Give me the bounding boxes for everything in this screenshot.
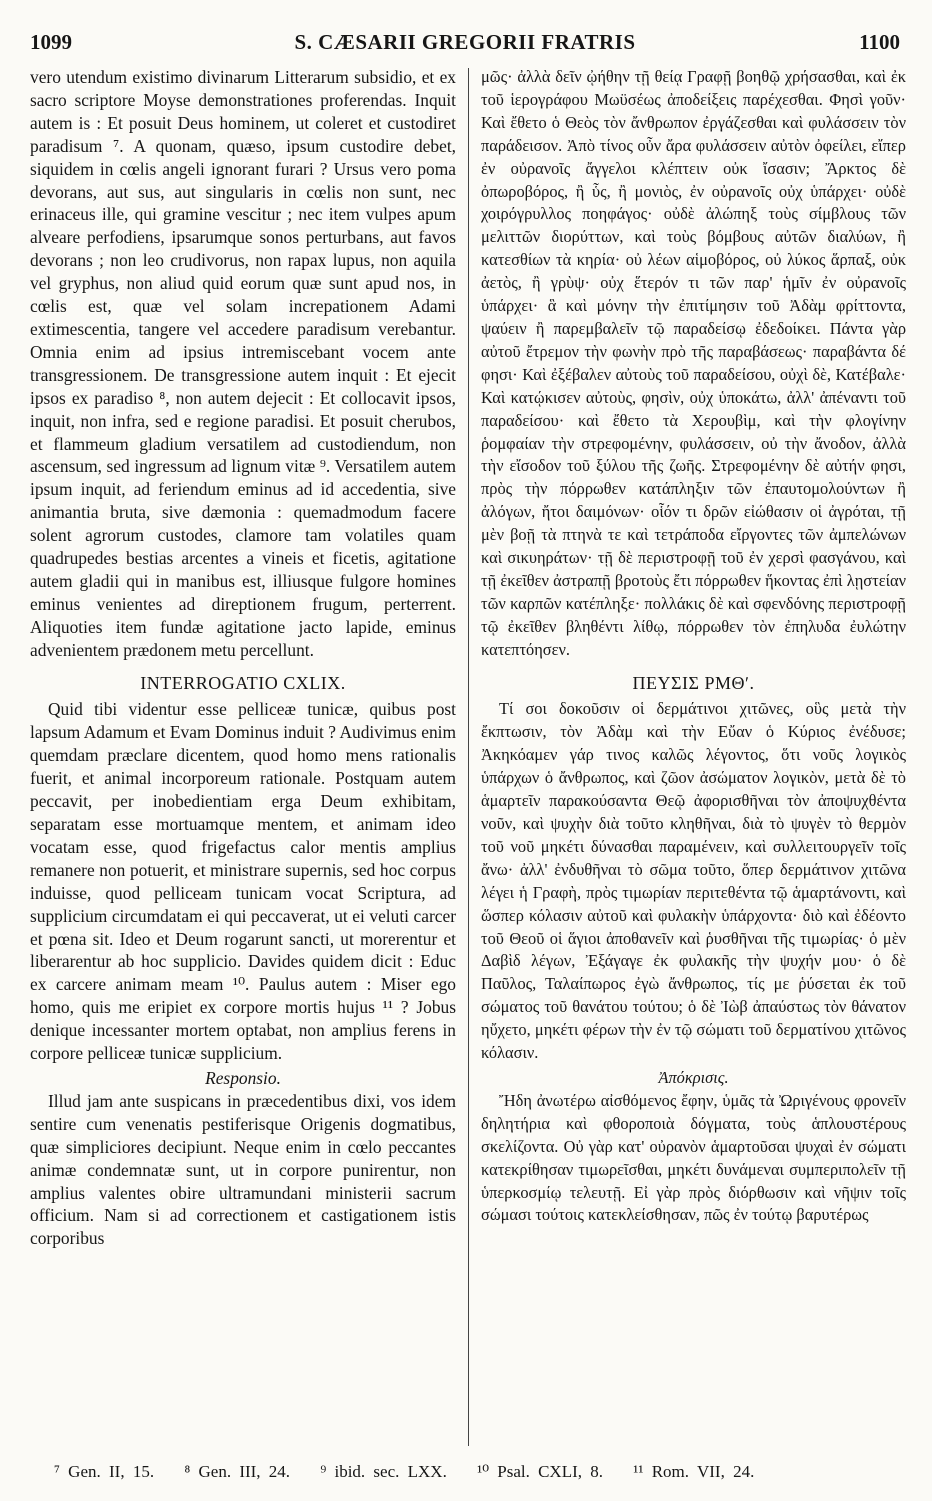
latin-section-heading: INTERROGATIO CXLIX. bbox=[140, 672, 346, 693]
footnote-9: ⁹ ibid. sec. LXX. bbox=[320, 1462, 447, 1481]
running-title: S. CÆSARII GREGORII FRATRIS bbox=[294, 30, 636, 54]
greek-paragraph-2: Τί σοι δοκοῦσιν οἱ δερμάτινοι χιτῶνες, οὓς μετὰ τὴν ἔκπτωσιν, τὸν Ἀδὰμ καὶ τὴν Εὔαν ὁ Κύριος ἐνέδυσε; Ἀκηκόαμεν γάρ τινος καλῶς λέγοντος, ὅτι νοῦς λογικὸς ὑπάρχων ὁ ἄνθρωπος, καὶ ζῶον ἀσώματον λογικὸν, μετὰ δὲ τὸ ἁμαρτεῖν παρακούσαντα Θεῷ ἀφορισθῆναι τὸν ἀποψυχθέντα νοῦν, καὶ ψυχὴν διὰ τοῦτο κληθῆναι, διὰ τὸ ψυγὲν τὸ θερμὸν τοῦ νοῦ μηκέτι δύνασθαι παραμένειν, καὶ συλλειτουργεῖν τοῖς ἄνω· ἀλλ' ἐνδυθῆναι τὸ σῶμα τοῦτο, ὅπερ δερμάτινον χιτῶνα λέγει ἡ Γραφὴ, πρὸς τιμωρίαν περιτεθέντα τῷ ἁμαρτάνοντι, καὶ ὥσπερ κόλασιν αὐτοῦ καὶ φυλακὴν ὑπάρχοντα· διὸ καὶ ἐδέοντο τοῦ Θεοῦ οἱ ἅγιοι ἀποθανεῖν καὶ ῥυσθῆναι τῆς τιμωρίας· ὁ μὲν Δαβὶδ λέγων, Ἐξάγαγε ἐκ φυλακῆς τὴν ψυχήν μου· ὁ δὲ Παῦλος, Ταλαίπωρος ἐγὼ ἄνθρωπος, τίς με ῥύσεται ἐκ τοῦ σώματος τοῦ θανάτου τούτου; ὁ δὲ Ἰὼβ ἀπαύστως τὸν θάνατον ηὔχετο, μηκέτι φέρων τὴν ἐν τῷ σώματι τοῦ δερματίνου χιτῶνος κόλασιν. bbox=[481, 699, 906, 1063]
latin-paragraph-2: Quid tibi videntur esse pelliceæ tunicæ, quibus post lapsum Adamum et Evam Dominus induit ? Audivimus enim quemdam præclare dicentem, quod homo mens rationalis fuerit, et animal incorporeum rationale. Postquam autem peccavit, per inobedientiam erga Deum exhibitam, separatam esse mortuamque mentem, et animam ideo vocatam esse, quod frigefactus calor mentis amplius remanere non potuerit, et ministrare supernis, sed hoc corpus induisse, quod pelliceam tunicam vocat Scriptura, ad supplicium circumdatam ei qui peccaverat, ut ei veluti carcer et pœna sit. Ideo et Deum rogarunt sancti, ut morerentur et liberarentur ab hoc supplicio. Davides quidem dicit : Educ ex carcere animam meam ¹⁰. Paulus autem : Miser ego homo, quis me eripiet ex corpore mortis hujus ¹¹ ? Jobus denique incessanter mortem optabat, non amplius ferens in corpore pelliceæ tunicæ supplicium. bbox=[30, 699, 456, 1064]
latin-paragraph-1: vero utendum existimo divinarum Litterarum subsidio, et ex sacro scriptore Moyse demonstrationes proferendas. Inquit autem is : Et posuit Deus hominem, ut coleret et custodiret paradisum ⁷. A quonam, quæso, ipsum custodire debet, siquidem in cœlis angeli ignorant furari ? Ursus vero poma devorans, aut sus, aut singularis in cœlis non sunt, nec erinaceus ille, qui gramine vescitur ; nec item vulpes apum alveare perfodiens, ipsarumque sonos perturbans, aut favos devorans ; non leo crudivorus, non rapax lupus, non aquila vel gryphus, non aliud quid eorum quæ sunt apud nos, in cœlis est, quæ vel solam increpationem Adami extimescentia, tangere vel accedere paradisum verebantur. Omnia enim ad ipsius intremiscebant vocem ante transgressionem. De transgressione autem inquit : Et ejecit ipsos ex paradiso ⁸, non autem dejecit : Et collocavit ipsos, inquit, non infra, sed e regione paradisi. Et posuit cherubos, et flammeum gladium versatilem ad custodiendum, non ascensum, sed ingressum ad lignum vitæ ⁹. Versatilem autem ipsum inquit, ad feriendum eminus ad id accedentia, sive animantia bruta, sive dæmonia : quemadmodum facere solent agrorum custodes, clamore tam volatiles quam quadrupedes bestias arcentes a vineis et ficetis, agitatione autem gladii qui in manibus est, illiusque fulgore homines eminus venientes ad direptionem frugum, perterrent. Aliquoties item fundæ agitatione jacto lapide, eminus advenientem prædonem metu percellunt. bbox=[30, 67, 456, 660]
footnote-10: ¹⁰ Psal. CXLI, 8. bbox=[477, 1462, 604, 1481]
footnotes bbox=[54, 1462, 904, 1482]
latin-column bbox=[30, 66, 456, 1456]
footnote-7: ⁷ Gen. II, 15. bbox=[54, 1462, 155, 1481]
greek-section-heading: ΠΕΥΣΙΣ ΡΜΘʹ. bbox=[632, 672, 755, 693]
greek-paragraph-3: Ἤδη ἀνωτέρω αἰσθόμενος ἔφην, ὑμᾶς τὰ Ὠριγένους φρονεῖν δηλητήρια καὶ φθοροποιὰ δόγματα, τοὺς ἁπλουστέρους σκελίζοντα. Οὐ γὰρ κατ' οὐρανὸν ἁμαρτοῦσαι ψυχαὶ ἐν σώματι κατεκρίθησαν τιμωρεῖσθαι, μηκέτι δυνάμεναι συμπεριπολεῖν τῇ ὑπερκοσμίῳ τελευτῇ. Εἰ γὰρ πρὸς διόρθωσιν καὶ νῆψιν τοῖς σώμασι τούτοις κατεκλείσθησαν, πῶς ἐν τούτῳ βαρυτέρως bbox=[481, 1090, 906, 1225]
latin-responsio-heading: Responsio. bbox=[205, 1067, 281, 1088]
footnote-11: ¹¹ Rom. VII, 24. bbox=[633, 1462, 755, 1481]
footnote-8: ⁸ Gen. III, 24. bbox=[184, 1462, 291, 1481]
page-number-left: 1099 bbox=[30, 30, 72, 54]
greek-column bbox=[481, 66, 906, 1456]
page-number-right: 1100 bbox=[859, 30, 900, 54]
greek-responsio-heading: Ἀπόκρισις. bbox=[658, 1067, 729, 1087]
column-divider bbox=[468, 68, 469, 1446]
greek-paragraph-1: μῶς· ἀλλὰ δεῖν ᾠήθην τῇ θείᾳ Γραφῇ βοηθῷ χρήσασθαι, καὶ ἐκ τοῦ ἱερογράφου Μωϋσέως ἀποδείξεις παρέχεσθαι. Φησὶ γοῦν· Καὶ ἔθετο ὁ Θεὸς τὸν ἄνθρωπον ἐργάζεσθαι καὶ φυλάσσειν τὸν παράδεισον. Ἀπὸ τίνος οὖν ἄρα φυλάσσειν αὐτὸν ὀφείλει, εἴπερ ἐν οὐρανοῖς ἄγγελοι κλέπτειν οὐκ ἴσασιν; Ἄρκτος δὲ ὀπωροβόρος, ἢ ὗς, ἢ μονιὸς, ἐν οὐρανοῖς οὐχ ὑπάρχει· οὐδὲ χοιρόγρυλλος ποηφάγος· οὐδὲ ἀλώπηξ τοὺς σίμβλους τῶν μελιττῶν διορύττων, καὶ τοὺς βόμβους αὐτῶν διαλύων, ἢ κατεσθίων τὰ κηρία· οὐ λέων αἱμοβόρος, οὐ λύκος ἅρπαξ, οὐκ ἀετὸς, ἢ γρὺψ· οὐχ ἕτερόν τι τῶν παρ' ἡμῖν ἐν οὐρανοῖς ὑπάρχει· ἃ καὶ μόνην τὴν ἐπιτίμησιν τοῦ Ἀδὰμ φρίττοντα, ψαύειν ἢ παρεμβαλεῖν τῷ παραδείσῳ ἐδεδοίκει. Πάντα γὰρ αὐτοῦ ἔτρεμον τὴν φωνὴν πρὸ τῆς παραβάσεως· παραβάντα δέ φησι· Καὶ ἐξέβαλεν αὐτοὺς τοῦ παραδείσου, οὐχὶ δὲ, Κατέβαλε· Καὶ κατῴκισεν αὐτοὺς, φησὶν, οὐχ ὑποκάτω, ἀλλ' ἀπέναντι τοῦ παραδείσου· καὶ ἔθετο τὰ Χερουβὶμ, καὶ τὴν φλογίνην ῥομφαίαν τὴν στρεφομένην, φυλάσσειν, οὐ τὴν ἄνοδον, ἀλλὰ τὴν εἴσοδον τοῦ ξύλου τῆς ζωῆς. Στρεφομένην δὲ αὐτήν φησι, πρὸς τὴν πόρρωθεν κατάπληξιν τῶν ἐπαυτομολούντων ἢ ἀλόγων, ἤτοι δαιμόνων· οἷόν τι δρῶν εἰώθασιν οἱ ἀγρόται, τῇ μὲν βοῇ τὰ πτηνὰ τε καὶ τετράποδα εἴργοντες τῶν ἀμπελώνων καὶ σικυηράτων· τῇ δὲ περιστροφῇ τοῦ ἐν χερσὶ φασγάνου, καὶ τῇ ἐκεῖθεν ἀστραπῇ βροτοὺς ἔτι πόρρωθεν ἥκοντας ἐπὶ λῃστείαν τῶν καρπῶν κατέπληξε· πολλάκις δὲ καὶ σφενδόνης περιστροφῇ τῷ ἐκεῖθεν βληθέντι λίθῳ, πόρρωθεν τὸν ἐπηλυδα ἐυλώτην κατεπτόησεν. bbox=[481, 67, 906, 659]
page-header bbox=[30, 30, 900, 62]
latin-paragraph-3: Illud jam ante suspicans in præcedentibus dixi, vos idem sentire cum venenatis pestiferisque Origenis dogmatibus, quæ simpliciores decipiunt. Neque enim in cœlo peccantes animæ condemnatæ sunt, ut in corpore punirentur, non amplius valentes obire ultramundani ministerii sacrum officium. Nam si ad correctionem et castigationem istis corporibus bbox=[30, 1090, 456, 1249]
